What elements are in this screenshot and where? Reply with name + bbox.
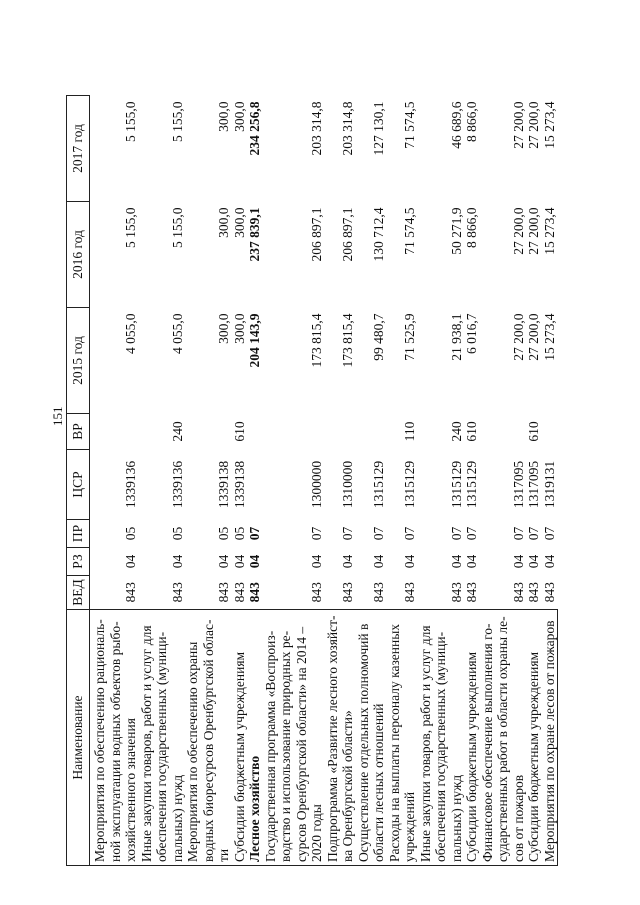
cell-csr: 1300000 bbox=[309, 460, 324, 509]
cell-2016: 71 574,5 bbox=[402, 207, 417, 255]
cell-rz: 04 bbox=[371, 554, 386, 569]
cell-csr: 1315129 bbox=[464, 460, 479, 509]
header-name: Наименование bbox=[67, 610, 90, 866]
cell-2015: 71 525,9 bbox=[402, 313, 417, 361]
rotated-page bbox=[66, 96, 622, 866]
header-pr: ПР bbox=[67, 520, 90, 548]
cell-vr bbox=[263, 414, 325, 450]
cell-csr: 1315129 bbox=[402, 460, 417, 509]
cell-rz: 04 bbox=[526, 554, 541, 569]
cell-2017: 203 314,8 bbox=[340, 101, 355, 156]
cell-2015: 27 200,0 bbox=[510, 313, 526, 361]
table-row bbox=[263, 96, 325, 866]
cell-name: Финансовое обеспечение выполнения го- сударственных работ в области охраны ле- сов от пожаров bbox=[480, 610, 527, 866]
cell-2016: 206 897,1 bbox=[340, 207, 355, 262]
cell-pr: 07 bbox=[247, 526, 262, 541]
table-row bbox=[139, 96, 186, 866]
cell-2017: 300,0 bbox=[231, 101, 247, 132]
cell-pr: 07 bbox=[448, 526, 464, 541]
cell-ved: 843 bbox=[371, 582, 386, 603]
table-row bbox=[480, 96, 527, 866]
table-row bbox=[325, 96, 356, 866]
cell-ved: 843 bbox=[247, 582, 262, 603]
table-row bbox=[185, 96, 232, 866]
cell-csr bbox=[247, 450, 263, 520]
cell-ved: 843 bbox=[542, 582, 557, 603]
cell-csr: 1339138 bbox=[216, 460, 231, 509]
cell-csr: 1339136 bbox=[123, 460, 138, 509]
cell-2017: 27 200,0 bbox=[526, 101, 541, 149]
cell-2017: 203 314,8 bbox=[309, 101, 324, 156]
cell-vr bbox=[356, 414, 387, 450]
cell-ved: 843 bbox=[510, 582, 526, 603]
cell-rz: 04 bbox=[123, 554, 138, 569]
cell-rz: 04 bbox=[542, 554, 557, 569]
cell-csr: 1317095 bbox=[510, 460, 526, 509]
cell-2015: 300,0 bbox=[216, 313, 231, 344]
cell-name: Подпрограмма «Развитие лесного хозяйст- ва Оренбургской области» bbox=[325, 610, 356, 866]
cell-2017: 5 155,0 bbox=[169, 101, 185, 142]
cell-rz: 04 bbox=[340, 554, 355, 569]
header-2017: 2017 год bbox=[67, 96, 90, 202]
cell-pr: 07 bbox=[464, 526, 479, 541]
cell-vr bbox=[185, 414, 232, 450]
cell-name: Иные закупки товаров, работ и услуг для обеспечения государственных (муници- пальных) нужд bbox=[418, 610, 465, 866]
cell-ved: 843 bbox=[464, 582, 479, 603]
cell-2017: 234 256,8 bbox=[247, 101, 262, 156]
cell-2016: 8 866,0 bbox=[464, 207, 479, 248]
cell-pr: 05 bbox=[169, 526, 185, 541]
cell-rz: 04 bbox=[309, 554, 324, 569]
cell-pr: 07 bbox=[309, 526, 324, 541]
cell-2016: 27 200,0 bbox=[526, 207, 541, 255]
cell-rz: 04 bbox=[216, 554, 231, 569]
cell-pr: 07 bbox=[340, 526, 355, 541]
cell-pr: 05 bbox=[216, 526, 231, 541]
cell-pr: 07 bbox=[526, 526, 541, 541]
cell-2016: 206 897,1 bbox=[309, 207, 324, 262]
cell-rz: 04 bbox=[448, 554, 464, 569]
cell-2017: 27 200,0 bbox=[510, 101, 526, 149]
cell-name: Государственная программа «Воспроиз- водство и использование природных ре- сурсов Оренбургской области» на 2014 – 2020 годы bbox=[263, 610, 325, 866]
cell-vr bbox=[90, 414, 139, 450]
table-row bbox=[90, 96, 139, 866]
header-rz: РЗ bbox=[67, 548, 90, 576]
cell-csr: 1339136 bbox=[169, 460, 185, 509]
header-csr: ЦСР bbox=[67, 450, 90, 520]
header-2015: 2015 год bbox=[67, 308, 90, 414]
cell-2015: 204 143,9 bbox=[247, 313, 262, 368]
cell-pr: 07 bbox=[510, 526, 526, 541]
cell-csr: 1310000 bbox=[340, 460, 355, 509]
table-body bbox=[90, 96, 558, 866]
cell-rz: 04 bbox=[510, 554, 526, 569]
cell-name: Субсидии бюджетным учреждениям bbox=[464, 610, 480, 866]
cell-vr: 240 bbox=[169, 421, 185, 442]
table-row bbox=[247, 96, 263, 866]
cell-2017: 15 273,4 bbox=[542, 101, 557, 149]
cell-2016: 300,0 bbox=[216, 207, 231, 238]
cell-name: Мероприятия по обеспечению охраны водных биоресурсов Оренбургской облас- ти bbox=[185, 610, 232, 866]
cell-2015: 4 055,0 bbox=[169, 313, 185, 354]
cell-rz: 04 bbox=[231, 554, 247, 569]
cell-csr: 1319131 bbox=[542, 460, 557, 509]
cell-ved: 843 bbox=[448, 582, 464, 603]
cell-name: Лесное хозяйство bbox=[247, 610, 263, 866]
cell-name: Субсидии бюджетным учреждениям bbox=[232, 610, 248, 866]
cell-vr bbox=[247, 414, 263, 450]
cell-rz: 04 bbox=[169, 554, 185, 569]
cell-rz: 04 bbox=[247, 554, 262, 569]
cell-csr: 1315129 bbox=[371, 460, 386, 509]
cell-pr: 07 bbox=[402, 526, 417, 541]
cell-vr: 610 bbox=[464, 421, 479, 442]
cell-pr: 07 bbox=[371, 526, 386, 541]
cell-2015: 27 200,0 bbox=[526, 313, 541, 361]
cell-pr: 07 bbox=[542, 526, 557, 541]
cell-2016: 130 712,4 bbox=[371, 207, 386, 262]
cell-name: Расходы на выплаты персоналу казенных учреждений bbox=[387, 610, 418, 866]
cell-ved: 843 bbox=[216, 582, 231, 603]
cell-2015: 15 273,4 bbox=[542, 313, 557, 361]
cell-ved: 843 bbox=[526, 582, 541, 603]
cell-name: Иные закупки товаров, работ и услуг для обеспечения государственных (муници- пальных) нужд bbox=[139, 610, 186, 866]
cell-pr: 05 bbox=[123, 526, 138, 541]
cell-2017: 5 155,0 bbox=[123, 101, 138, 142]
cell-pr: 05 bbox=[231, 526, 247, 541]
cell-2017: 127 130,1 bbox=[371, 101, 386, 156]
cell-ved: 843 bbox=[231, 582, 247, 603]
cell-2017: 300,0 bbox=[216, 101, 231, 132]
cell-2016: 5 155,0 bbox=[123, 207, 138, 248]
page-number: 151 bbox=[50, 406, 65, 426]
header-vr: ВР bbox=[67, 414, 90, 450]
cell-csr: 1315129 bbox=[448, 460, 464, 509]
table-row bbox=[418, 96, 465, 866]
cell-2015: 173 815,4 bbox=[309, 313, 324, 368]
cell-vr: 610 bbox=[526, 421, 541, 442]
table-row bbox=[464, 96, 480, 866]
cell-vr bbox=[325, 414, 356, 450]
cell-name: Мероприятия по обеспечению рациональ- ной эксплуатации водных объектов рыбо- хозяйственного значения bbox=[90, 610, 139, 866]
cell-2015: 300,0 bbox=[231, 313, 247, 344]
cell-vr bbox=[480, 414, 527, 450]
cell-name: Мероприятия по охране лесов от пожаров bbox=[542, 610, 558, 866]
cell-vr: 610 bbox=[231, 421, 247, 442]
cell-vr: 240 bbox=[448, 421, 464, 442]
cell-ved: 843 bbox=[309, 582, 324, 603]
budget-table bbox=[66, 95, 558, 866]
cell-ved: 843 bbox=[340, 582, 355, 603]
cell-2016: 27 200,0 bbox=[510, 207, 526, 255]
cell-2015: 4 055,0 bbox=[123, 313, 138, 354]
cell-rz: 04 bbox=[402, 554, 417, 569]
cell-2016: 50 271,9 bbox=[448, 207, 464, 255]
cell-2015: 173 815,4 bbox=[340, 313, 355, 368]
cell-name: Осуществление отдельных полномочий в области лесных отношений bbox=[356, 610, 387, 866]
table-row bbox=[387, 96, 418, 866]
cell-2016: 5 155,0 bbox=[169, 207, 185, 248]
cell-2017: 71 574,5 bbox=[402, 101, 417, 149]
table-row bbox=[356, 96, 387, 866]
table-row bbox=[232, 96, 248, 866]
cell-2015: 21 938,1 bbox=[448, 313, 464, 361]
header-ved: ВЕД bbox=[67, 576, 90, 610]
cell-2015: 99 480,7 bbox=[371, 313, 386, 361]
cell-vr: 110 bbox=[402, 421, 417, 442]
cell-name: Субсидии бюджетным учреждениям bbox=[526, 610, 542, 866]
header-row bbox=[67, 96, 90, 866]
table-row bbox=[526, 96, 542, 866]
cell-vr bbox=[542, 414, 558, 450]
cell-2015: 6 016,7 bbox=[464, 313, 479, 354]
cell-ved: 843 bbox=[123, 582, 138, 603]
table-row bbox=[542, 96, 558, 866]
cell-2016: 237 839,1 bbox=[247, 207, 262, 262]
cell-csr: 1317095 bbox=[526, 460, 541, 509]
cell-rz: 04 bbox=[464, 554, 479, 569]
cell-2016: 300,0 bbox=[231, 207, 247, 238]
cell-2017: 46 689,6 bbox=[448, 101, 464, 149]
cell-csr: 1339138 bbox=[231, 460, 247, 509]
cell-2016: 15 273,4 bbox=[542, 207, 557, 255]
cell-2017: 8 866,0 bbox=[464, 101, 479, 142]
cell-ved: 843 bbox=[402, 582, 417, 603]
cell-ved: 843 bbox=[169, 582, 185, 603]
header-2016: 2016 год bbox=[67, 202, 90, 308]
